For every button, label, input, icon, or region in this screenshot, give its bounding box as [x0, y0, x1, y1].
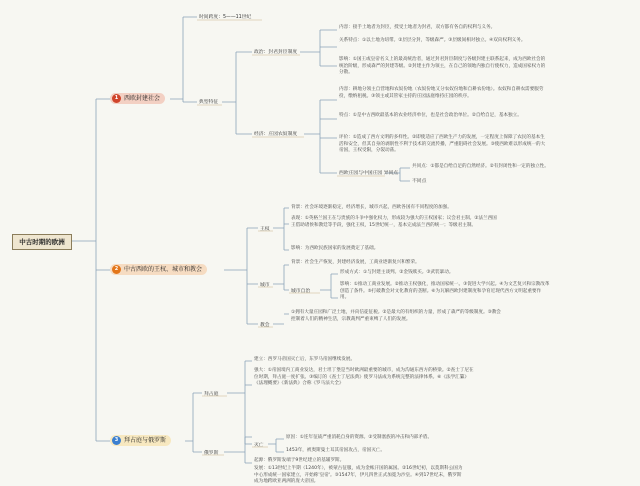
city-autonomy-label: 城市自治: [291, 289, 311, 294]
church-label: 教会: [260, 323, 270, 328]
connector-lines: [70, 17, 410, 463]
typical-features-label: 典型特征: [199, 100, 219, 105]
kingship-impact: 影响：为西欧民族国家的发展奠定了基础。: [291, 246, 379, 251]
cities-label: 城市: [260, 283, 270, 288]
branch-title: 西欧封建社会: [124, 95, 161, 102]
city-autonomy-form: 形成方式：①与封建主谈判。②金钱赎买。③武装暴动。: [340, 270, 454, 275]
politics-label: 政治：封君封臣制度: [254, 50, 298, 55]
underlines: [197, 20, 385, 455]
economy-features: 特点：①是中古西欧最基本的农业经济单位，也是社会政治单位。②自给自足，基本独立。: [339, 113, 522, 118]
byzantium-prosperity: 强大：①帝国境内工商业发达，君士坦丁堡是当时欧洲最重要的城市，成为沟通东西方的桥梁。②查士丁尼在位时期，拜占庭一度扩张。③编订的《查士丁尼法典》使罗马法成为系统完整的法律体系。⑥《法学汇纂》《法理概要》《新法典》合称《罗马法大全》: [254, 368, 474, 387]
russia-development: 发展：①13世纪上半期（1240年），被蒙古征服，成为金帐汗国的属国。②16世纪初，以莫斯科公国为中心形成统一国家建立，开始称'皇帝'。③1547年，伊凡四世正式加冕为沙皇。④到17世纪末，俄罗斯成为地跨欧亚两洲的庞大帝国。: [254, 466, 463, 485]
branch-number-badge: 3: [112, 436, 121, 445]
branch-title: 中古西欧的王权、城市和教会: [124, 266, 203, 273]
byzantium-fall: 1453年，被奥斯曼土耳其帝国攻占，帝国灭亡。: [286, 448, 385, 453]
economy-content: 内容：耕地分领主自营地和农奴份地（农奴份地又分农奴份地和自耕农份地）。农奴和自耕农需要服劳役，缴纳租税。③领主或其管家主持的庄园法庭维持庄园的秩序。: [339, 87, 544, 99]
kingship-label: 王权: [260, 227, 270, 232]
byzantium-label: 拜占庭: [204, 392, 219, 397]
church-content: ①拥有大量庄园和广泛土地，并向信徒征税。②是最大的有组织的力量，形成了森严的等级制度。③教会控制着人们的精神生活，宗教裁判严重束缚了人们的发展。: [291, 310, 501, 322]
branch-number-badge: 2: [112, 265, 121, 274]
branch-number-badge: 1: [112, 94, 121, 103]
kingship-performance: 表现：①英格兰国王在与贵族的斗争中强化权力，形成较为强大的王权国家；议会君主制。②法兰西国王借助诸侯和教廷等手段，强化王权，15世纪统一，基本完成法兰西的统一；等级君主制。: [291, 216, 497, 228]
branch-byzantium-russia: [110, 435, 171, 446]
branch-kingship-cities-church: [110, 264, 207, 275]
economy-evaluation: 评价：①造成了西方文明的多样性。②即使适应了西欧生产力的发展，一定程度上保障了农民的基本生活和安全，但其自身的剥削性不利于技术的交流传播，严重阻碍社会发展。③使西欧难以形成统一的大帝国，王权受限，分裂动荡。: [339, 135, 546, 154]
time-span: 时间跨度：5——11世纪: [199, 15, 252, 20]
economy-label: 经济：庄园农奴制度: [254, 132, 298, 137]
russia-origin: 起源：俄罗斯发端于9世纪建立的基辅罗斯。: [254, 458, 345, 463]
city-autonomy-influence: 影响：①推动工商业发展。②推动王权强化，推动国家统一。③促进大学兴起。④为文艺复兴和宗教改革创造了条件。⑤打破教会对文化教育的垄断。⑥为瓦解西欧封建制度和孕育近现代西方文明起重要作用。: [340, 282, 550, 301]
manor-common-points: 共同点：①都是自给自足的自然经济。②有封闭性和一定的独立性。: [412, 164, 549, 169]
politics-content: 内容：接手土地者为封臣，授受土地者为封君，双方都有各自的权利与义务。: [339, 25, 496, 30]
politics-relation: 关系特点：①以土地为纽带。②层层分封，等级森严。③层级间相对独立。④双向权利义务。: [339, 38, 526, 43]
kingship-background: 背景：社会环境逐渐稳定，经济增长，城市兴起，西欧各国有不同程度的加强。: [291, 205, 452, 210]
manor-comparison: 西欧庄园与中国庄园 异同点: [339, 171, 399, 176]
manor-differences: 不同点: [412, 179, 427, 184]
byzantium-decline-cause: 原因：①连年征战严重消耗自身的资源。②受制塞族的冲击和内部矛盾。: [286, 435, 433, 440]
russia-label: 俄罗斯: [204, 451, 219, 456]
branch-western-feudal-society: [110, 93, 165, 104]
politics-impact: 影响：①国王或皇帝名义上的最高统治者，通过封君封臣制度与各级封建主联系起来，成为西欧社会的统治阶级，形成森严的封建等级。②封建主作为领主，在自己的领地内独自行使权力，造成国家权力的分散。: [339, 57, 546, 76]
byzantium-decline-label: 灭亡: [254, 443, 264, 448]
byzantium-establishment: 建立：西罗马帝国灭亡后，东罗马帝国继续发展。: [254, 357, 356, 362]
branch-title: 拜占庭与俄罗斯: [124, 437, 167, 444]
root-node: 中古时期的欧洲: [12, 234, 72, 250]
cities-background: 背景：社会生产恢复，封建经济发展，工商业逐渐复兴和繁荣。: [291, 260, 420, 265]
